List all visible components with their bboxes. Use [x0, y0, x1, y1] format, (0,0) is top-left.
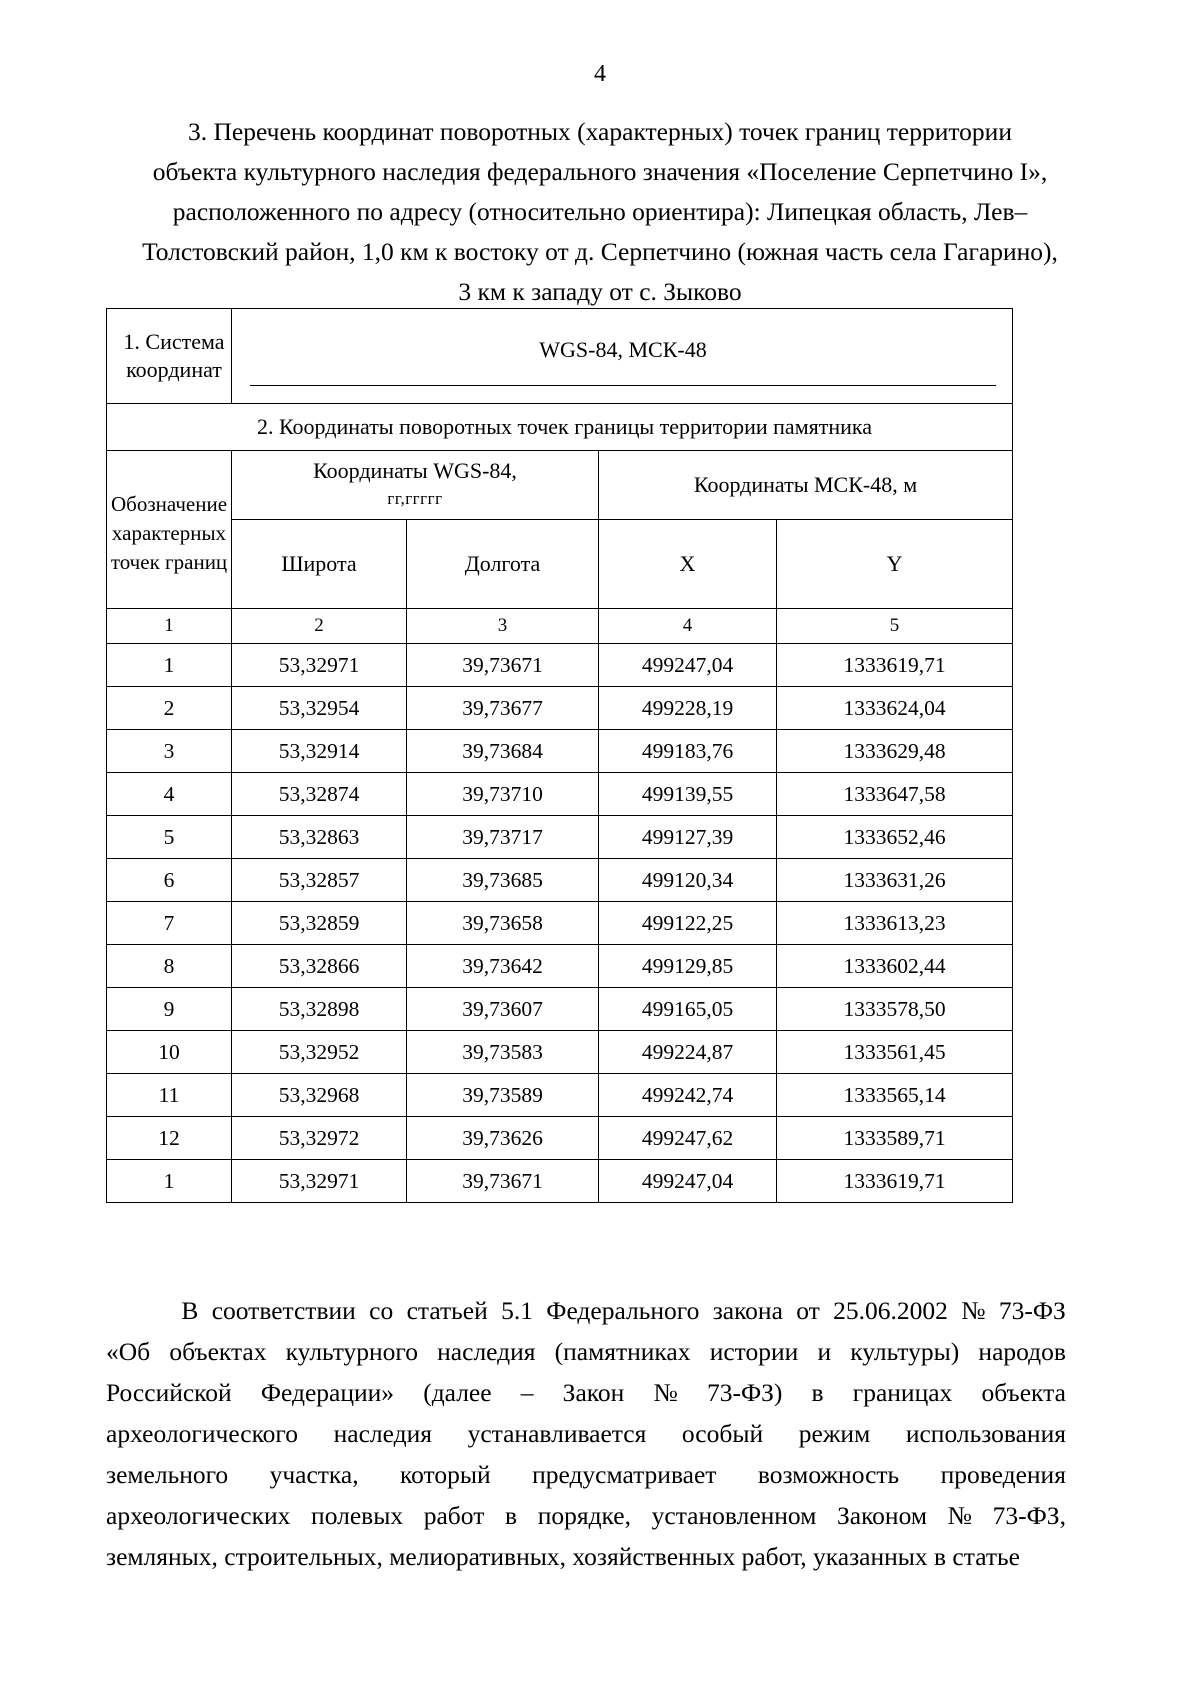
- paragraph-word: Закон: [562, 1378, 625, 1407]
- header-group-msk48: Координаты МСК-48, м: [599, 451, 1013, 520]
- intro-heading: [108, 112, 1092, 312]
- paragraph-word: статьей: [406, 1296, 488, 1325]
- paragraph-word: наследия: [333, 1419, 432, 1448]
- paragraph-line: [106, 1536, 1066, 1577]
- paragraph-word: (далее: [423, 1378, 492, 1407]
- intro-line: 3. Перечень координат поворотных (характерных) точек границ территории: [188, 117, 1012, 146]
- table-row: [107, 1117, 1013, 1160]
- cell-longitude: 39,73717: [407, 816, 599, 859]
- paragraph-line: [106, 1495, 1066, 1536]
- table-row: [107, 988, 1013, 1031]
- paragraph-word: –: [520, 1378, 534, 1407]
- intro-line: 3 км к западу от с. Зыково: [458, 277, 742, 306]
- cell-x: 499247,62: [599, 1117, 777, 1160]
- table-column-numbering-row: [107, 609, 1013, 644]
- paragraph-word: археологических: [106, 1501, 291, 1530]
- header-group-wgs84: [232, 451, 599, 520]
- cell-x: 499165,05: [599, 988, 777, 1031]
- cell-point: 10: [107, 1031, 232, 1074]
- coordinate-system-label: 1. Система координат: [107, 309, 232, 404]
- paragraph-word: Федерации»: [260, 1378, 395, 1407]
- paragraph-line: [106, 1290, 1066, 1331]
- paragraph-word: особый: [681, 1419, 764, 1448]
- paragraph-word: и: [817, 1337, 832, 1366]
- cell-latitude: 53,32898: [232, 988, 407, 1031]
- coordinate-system-value-cell: [232, 309, 1013, 404]
- cell-point: 2: [107, 687, 232, 730]
- paragraph-word: истории: [709, 1337, 799, 1366]
- paragraph-word: №: [947, 1501, 972, 1530]
- paragraph-word: порядке,: [537, 1501, 631, 1530]
- cell-x: 499242,74: [599, 1074, 777, 1117]
- paragraph-word: Законом: [837, 1501, 927, 1530]
- cell-longitude: 39,73607: [407, 988, 599, 1031]
- paragraph-word: земляных, строительных, мелиоративных, хозяйственных работ, указанных в статье: [106, 1542, 1020, 1571]
- cell-x: 499247,04: [599, 1160, 777, 1203]
- cell-longitude: 39,73658: [407, 902, 599, 945]
- paragraph-word: 73-ФЗ: [998, 1296, 1066, 1325]
- cell-point: 7: [107, 902, 232, 945]
- header-y: Y: [777, 520, 1013, 609]
- cell-point: 1: [107, 1160, 232, 1203]
- column-number: 4: [599, 609, 777, 644]
- paragraph-word: культурного: [285, 1337, 418, 1366]
- cell-y: 1333647,58: [777, 773, 1013, 816]
- paragraph-word: в: [505, 1501, 518, 1530]
- paragraph-word: «Об: [106, 1337, 151, 1366]
- section2-row: [107, 404, 1013, 451]
- body-paragraph: [106, 1290, 1066, 1577]
- paragraph-word: который: [400, 1460, 491, 1489]
- paragraph-word: закона: [712, 1296, 783, 1325]
- paragraph-word: объектах: [169, 1337, 267, 1366]
- cell-longitude: 39,73671: [407, 1160, 599, 1203]
- paragraph-word: в: [811, 1378, 824, 1407]
- coordinate-system-underline: [250, 385, 996, 386]
- cell-x: 499127,39: [599, 816, 777, 859]
- cell-point: 5: [107, 816, 232, 859]
- cell-point: 4: [107, 773, 232, 816]
- paragraph-word: работ: [423, 1501, 485, 1530]
- table-row: [107, 859, 1013, 902]
- intro-line: Толстовский район, 1,0 км к востоку от д. Серпетчино (южная часть села Гагарино),: [142, 237, 1058, 266]
- header-x: X: [599, 520, 777, 609]
- paragraph-indent: [106, 1290, 168, 1331]
- cell-y: 1333624,04: [777, 687, 1013, 730]
- cell-y: 1333652,46: [777, 816, 1013, 859]
- column-number: 2: [232, 609, 407, 644]
- cell-point: 6: [107, 859, 232, 902]
- paragraph-word: соответствии: [211, 1296, 356, 1325]
- paragraph-word: участка,: [269, 1460, 359, 1489]
- intro-line: расположенного по адресу (относительно ориентира): Липецкая область, Лев–: [172, 197, 1028, 226]
- cell-x: 499247,04: [599, 644, 777, 687]
- paragraph-word: 5.1: [501, 1296, 533, 1325]
- table-row: [107, 1074, 1013, 1117]
- table-row: [107, 687, 1013, 730]
- cell-longitude: 39,73583: [407, 1031, 599, 1074]
- cell-longitude: 39,73684: [407, 730, 599, 773]
- paragraph-line: [106, 1413, 1066, 1454]
- cell-latitude: 53,32952: [232, 1031, 407, 1074]
- cell-x: 499224,87: [599, 1031, 777, 1074]
- table-row: [107, 1160, 1013, 1203]
- cell-longitude: 39,73710: [407, 773, 599, 816]
- paragraph-word: 25.06.2002: [833, 1296, 948, 1325]
- cell-y: 1333602,44: [777, 945, 1013, 988]
- cell-longitude: 39,73626: [407, 1117, 599, 1160]
- cell-y: 1333578,50: [777, 988, 1013, 1031]
- cell-y: 1333619,71: [777, 644, 1013, 687]
- cell-latitude: 53,32857: [232, 859, 407, 902]
- table-row: [107, 945, 1013, 988]
- section2-label: 2. Координаты поворотных точек границы территории памятника: [107, 404, 1013, 451]
- paragraph-line: [106, 1454, 1066, 1495]
- paragraph-word: Федерального: [546, 1296, 700, 1325]
- paragraph-word: наследия: [437, 1337, 536, 1366]
- cell-longitude: 39,73642: [407, 945, 599, 988]
- cell-y: 1333589,71: [777, 1117, 1013, 1160]
- cell-latitude: 53,32972: [232, 1117, 407, 1160]
- paragraph-word: использования: [905, 1419, 1066, 1448]
- paragraph-word: предусматривает: [532, 1460, 717, 1489]
- cell-y: 1333619,71: [777, 1160, 1013, 1203]
- paragraph-word: №: [961, 1296, 986, 1325]
- paragraph-word: В: [181, 1296, 199, 1325]
- cell-point: 9: [107, 988, 232, 1031]
- cell-longitude: 39,73671: [407, 644, 599, 687]
- cell-latitude: 53,32863: [232, 816, 407, 859]
- paragraph-line: [106, 1331, 1066, 1372]
- table-row: [107, 730, 1013, 773]
- cell-point: 3: [107, 730, 232, 773]
- cell-longitude: 39,73589: [407, 1074, 599, 1117]
- paragraph-word: со: [369, 1296, 394, 1325]
- header-group-wgs84-title: Координаты WGS-84,: [313, 458, 517, 483]
- table-row: [107, 902, 1013, 945]
- cell-latitude: 53,32971: [232, 1160, 407, 1203]
- paragraph-word: археологического: [106, 1419, 299, 1448]
- coordinate-system-row: [107, 309, 1013, 404]
- paragraph-word: возможность: [757, 1460, 900, 1489]
- paragraph-word: полевых: [311, 1501, 404, 1530]
- paragraph-word: (памятниках: [554, 1337, 691, 1366]
- paragraph-word: установленном: [651, 1501, 817, 1530]
- cell-y: 1333629,48: [777, 730, 1013, 773]
- paragraph-word: от: [796, 1296, 820, 1325]
- cell-y: 1333631,26: [777, 859, 1013, 902]
- cell-x: 499120,34: [599, 859, 777, 902]
- paragraph-word: 73-ФЗ): [706, 1378, 783, 1407]
- cell-longitude: 39,73677: [407, 687, 599, 730]
- cell-latitude: 53,32874: [232, 773, 407, 816]
- cell-longitude: 39,73685: [407, 859, 599, 902]
- cell-x: 499122,25: [599, 902, 777, 945]
- coordinates-table: [106, 308, 1013, 1203]
- column-number: 3: [407, 609, 599, 644]
- table-header-row-groups: [107, 451, 1013, 520]
- cell-point: 12: [107, 1117, 232, 1160]
- header-longitude: Долгота: [407, 520, 599, 609]
- paragraph-word: проведения: [940, 1460, 1066, 1489]
- paragraph-line: [106, 1372, 1066, 1413]
- cell-latitude: 53,32971: [232, 644, 407, 687]
- header-point-designation: Обозначение характерных точек границ: [107, 451, 232, 609]
- cell-x: 499228,19: [599, 687, 777, 730]
- intro-line: объекта культурного наследия федерального значения «Поселение Серпетчино I»,: [152, 157, 1048, 186]
- table-row: [107, 816, 1013, 859]
- cell-point: 1: [107, 644, 232, 687]
- column-number: 1: [107, 609, 232, 644]
- cell-latitude: 53,32914: [232, 730, 407, 773]
- paragraph-word: народов: [978, 1337, 1066, 1366]
- paragraph-word: границах: [852, 1378, 953, 1407]
- cell-x: 499139,55: [599, 773, 777, 816]
- column-number: 5: [777, 609, 1013, 644]
- cell-y: 1333613,23: [777, 902, 1013, 945]
- paragraph-word: земельного: [106, 1460, 229, 1489]
- header-group-wgs84-format: гг,ггггг: [387, 489, 443, 508]
- cell-x: 499129,85: [599, 945, 777, 988]
- table-row: [107, 644, 1013, 687]
- paragraph-word: Российской: [106, 1378, 232, 1407]
- paragraph-word: 73-ФЗ,: [992, 1501, 1066, 1530]
- paragraph-word: объекта: [981, 1378, 1066, 1407]
- cell-x: 499183,76: [599, 730, 777, 773]
- cell-latitude: 53,32968: [232, 1074, 407, 1117]
- table-row: [107, 1031, 1013, 1074]
- cell-latitude: 53,32866: [232, 945, 407, 988]
- cell-point: 11: [107, 1074, 232, 1117]
- paragraph-word: режим: [798, 1419, 871, 1448]
- cell-y: 1333565,14: [777, 1074, 1013, 1117]
- coordinate-system-value: WGS-84, МСК-48: [539, 336, 707, 362]
- cell-latitude: 53,32859: [232, 902, 407, 945]
- paragraph-word: устанавливается: [467, 1419, 647, 1448]
- header-latitude: Широта: [232, 520, 407, 609]
- table-header-row-subs: [107, 520, 1013, 609]
- cell-y: 1333561,45: [777, 1031, 1013, 1074]
- cell-latitude: 53,32954: [232, 687, 407, 730]
- paragraph-word: №: [653, 1378, 678, 1407]
- table-row: [107, 773, 1013, 816]
- cell-point: 8: [107, 945, 232, 988]
- page-number: 4: [594, 61, 606, 87]
- paragraph-word: культуры): [850, 1337, 960, 1366]
